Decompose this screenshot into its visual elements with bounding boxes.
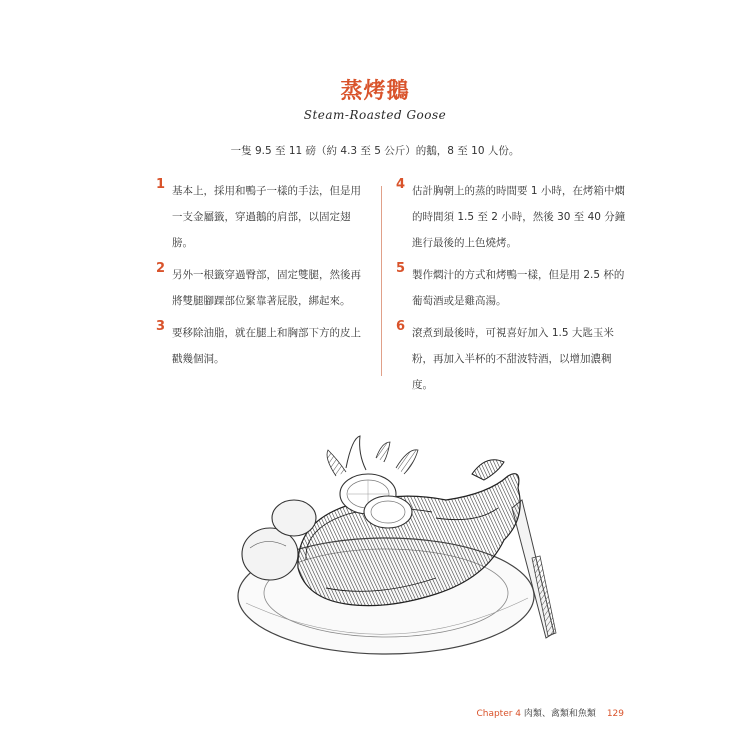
page-number: 129	[606, 709, 624, 719]
serving-info: 一隻 9.5 至 11 磅（約 4.3 至 5 公斤）的鵝，8 至 10 人份。	[230, 145, 520, 157]
chapter-label: Chapter 4	[476, 709, 522, 719]
recipe-title: 蒸烤鵝	[340, 79, 410, 104]
step-text: 要移除油脂，就在腿上和胸部下方的皮上戳幾個洞。	[172, 327, 361, 365]
section-label: 肉類、禽類和魚類	[523, 709, 596, 719]
step-text: 另外一根籤穿過臀部，固定雙腿，然後再將雙腿腳踝部位緊靠著屁股，綁起來。	[172, 269, 361, 307]
herbs	[327, 436, 418, 476]
step-1	[156, 178, 368, 256]
step-number: 3	[156, 319, 166, 334]
step-2	[156, 262, 368, 314]
steps-column-right	[396, 177, 626, 410]
step-5	[396, 262, 626, 314]
step-number: 6	[396, 319, 406, 334]
step-4	[396, 178, 626, 256]
steps-column-left	[156, 177, 368, 384]
step-6	[396, 320, 626, 398]
step-number: 1	[156, 177, 166, 192]
step-text: 估計胸朝上的蒸的時間要 1 小時，在烤箱中燜的時間須 1.5 至 2 小時，然後 30 至 40 分鐘進行最後的上色燒烤。	[412, 185, 626, 249]
step-number: 4	[396, 177, 406, 192]
page-footer	[476, 706, 624, 719]
column-divider	[381, 186, 382, 376]
step-text: 製作燜汁的方式和烤鴨一樣，但是用 2.5 杯的葡萄酒或是雞高湯。	[412, 269, 625, 307]
recipe-subtitle: Steam-Roasted Goose	[303, 108, 447, 122]
step-number: 2	[156, 261, 166, 276]
roasted-goose-illustration	[236, 428, 566, 658]
step-text: 滾煮到最後時，可視喜好加入 1.5 大匙玉米粉，再加入半杯的不甜波特酒，以增加濃稠度。	[412, 327, 614, 391]
step-text: 基本上，採用和鴨子一樣的手法，但是用一支金屬籤，穿過鵝的肩部，以固定翅膀。	[172, 185, 361, 249]
step-3	[156, 320, 368, 372]
step-number: 5	[396, 261, 406, 276]
